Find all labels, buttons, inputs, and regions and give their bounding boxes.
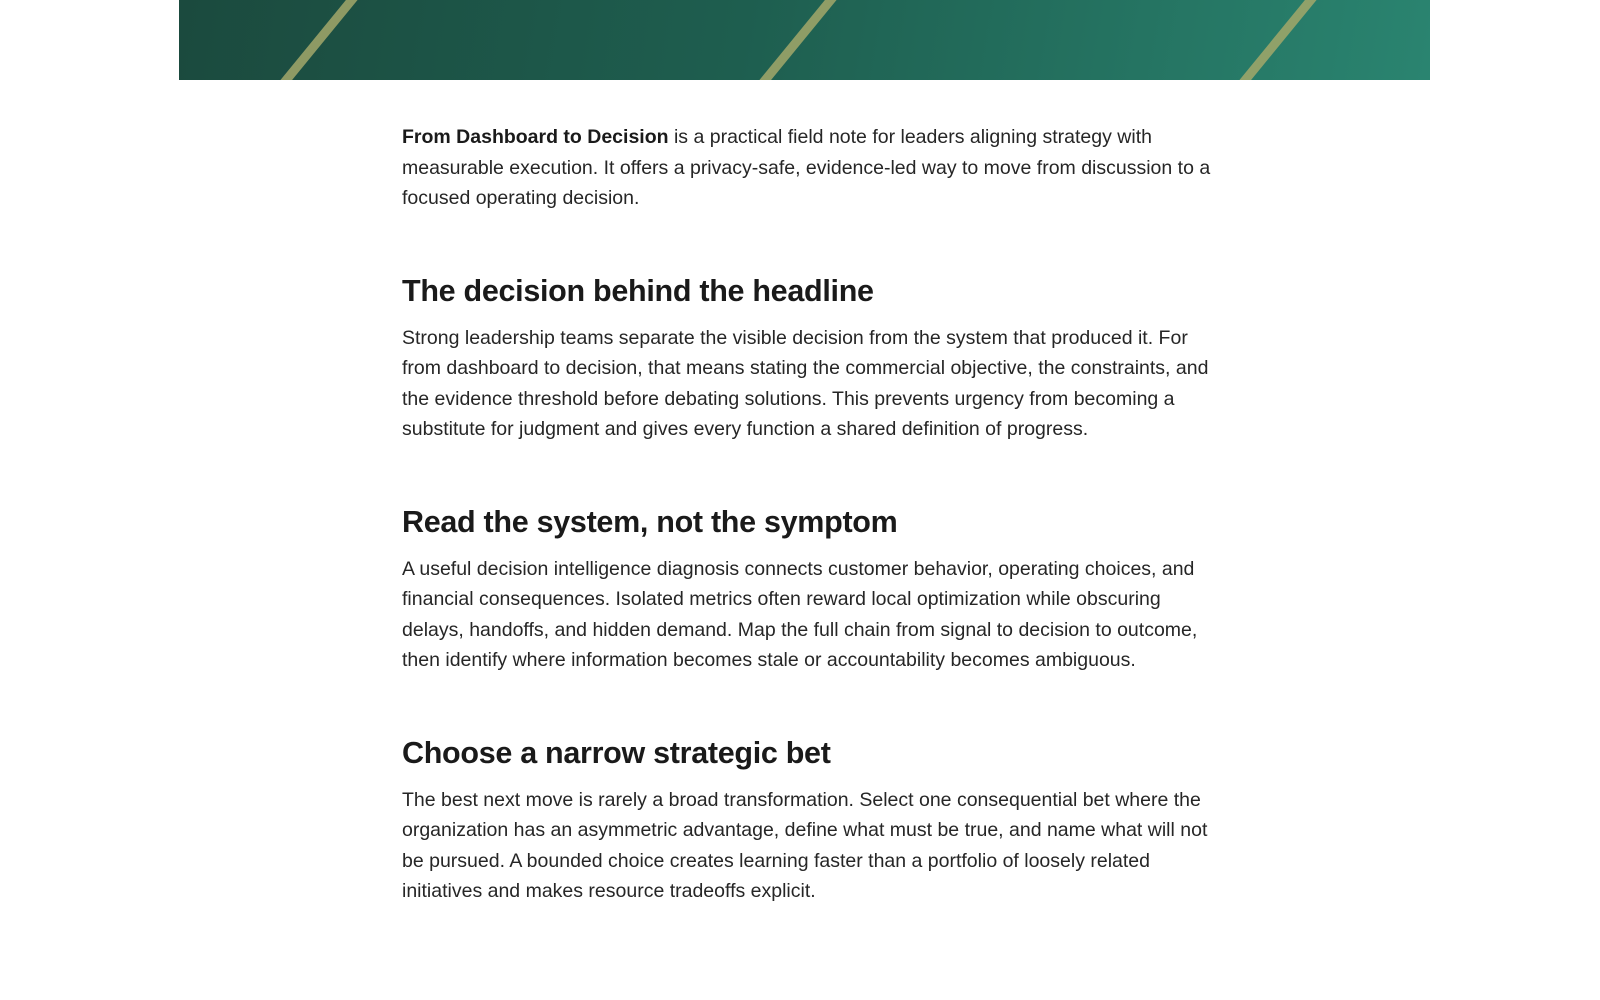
section-body: Strong leadership teams separate the visible decision from the system that produced it. For from dashboard to decision, that means stating the commercial objective, the constraints, and the evidence threshold before debating solutions. This prevents urgency from becoming a substitute for judgment and gives every function a shared definition of progress. — [402, 326, 1209, 440]
intro-paragraph — [402, 122, 1217, 214]
section-heading: Read the system, not the symptom — [402, 504, 898, 539]
section-body: The best next move is rarely a broad transformation. Select one consequential bet where the organization has an asymmetric advantage, define what must be true, and name what will not be pursued. A bounded choice creates learning faster than a portfolio of loosely related initiatives and makes resource tradeoffs explicit. — [402, 788, 1208, 902]
section-heading: The decision behind the headline — [402, 273, 874, 308]
hero-banner — [179, 0, 1430, 80]
intro-text: is a practical field note for leaders aligning strategy with measurable execution. It offers a privacy-safe, evidence-led way to move from discussion to a focused operating decision. — [402, 126, 1211, 209]
section-body: A useful decision intelligence diagnosis connects customer behavior, operating choices, and financial consequences. Isolated metrics often reward local optimization while obscuring delays, handoffs, and hidden demand. Map the full chain from signal to decision to outcome, then identify where information becomes stale or accountability becomes ambiguous. — [402, 557, 1198, 671]
hero-stripe — [1242, 0, 1314, 80]
section-decision — [402, 271, 1217, 445]
intro-title: From Dashboard to Decision — [402, 126, 669, 148]
hero-stripes — [179, 0, 1430, 80]
section-system — [402, 502, 1217, 676]
hero-stripe — [762, 0, 834, 80]
section-bet — [402, 733, 1217, 907]
section-heading: Choose a narrow strategic bet — [402, 735, 831, 770]
article-body — [402, 122, 1217, 907]
hero-stripe — [283, 0, 355, 80]
